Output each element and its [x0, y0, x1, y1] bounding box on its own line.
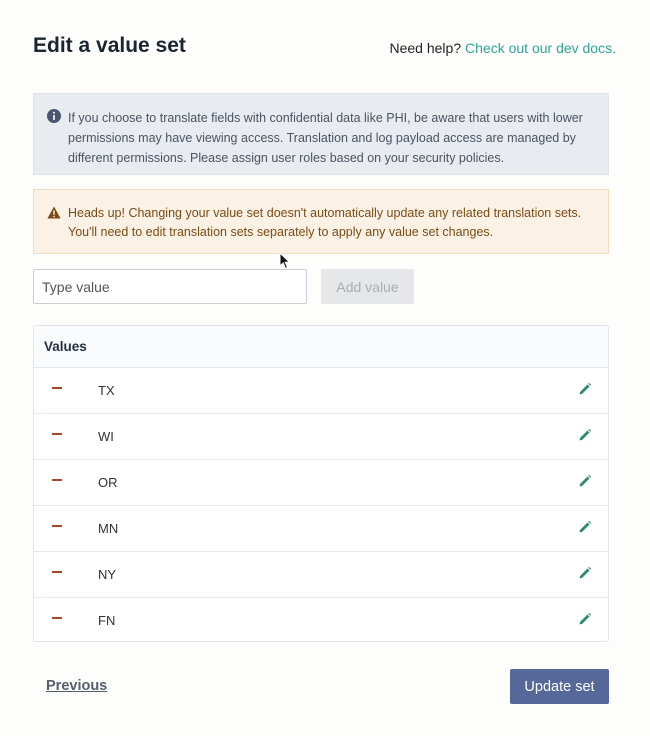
value-row-or — [34, 460, 608, 506]
value-text: FN — [98, 613, 116, 628]
help-text — [390, 40, 617, 56]
value-text: TX — [98, 383, 115, 398]
edit-icon[interactable] — [578, 382, 592, 401]
value-text: OR — [98, 475, 118, 490]
remove-icon[interactable] — [52, 479, 62, 481]
remove-icon[interactable] — [52, 525, 62, 527]
edit-icon[interactable] — [578, 428, 592, 447]
remove-icon[interactable] — [52, 387, 62, 389]
update-set-button[interactable]: Update set — [510, 669, 609, 704]
value-row-tx — [34, 368, 608, 414]
previous-link[interactable]: Previous — [46, 678, 108, 694]
value-text: NY — [98, 567, 117, 582]
value-row-fn — [34, 598, 608, 642]
add-value-button[interactable]: Add value — [321, 269, 414, 304]
dev-docs-link[interactable]: Check out our dev docs. — [465, 40, 616, 56]
remove-icon[interactable] — [52, 571, 62, 573]
value-input[interactable] — [33, 269, 307, 304]
warning-icon — [47, 206, 61, 225]
value-row-wi — [34, 414, 608, 460]
value-row-ny — [34, 552, 608, 598]
edit-icon[interactable] — [578, 612, 592, 631]
info-banner — [33, 93, 609, 175]
help-prefix: Need help? — [389, 40, 462, 56]
remove-icon[interactable] — [52, 433, 62, 435]
page-title: Edit a value set — [33, 34, 186, 57]
info-text: If you choose to translate fields with confidential data like PHI, be aware that users with lower permissions may have viewing access. Translation and log payload access are managed by different permissions. Please assign user roles based on your security policies. — [68, 111, 583, 165]
value-text: MN — [98, 521, 119, 536]
edit-icon[interactable] — [578, 520, 592, 539]
values-list — [33, 325, 609, 642]
remove-icon[interactable] — [52, 617, 62, 619]
warning-banner — [33, 189, 609, 254]
info-icon — [47, 109, 61, 129]
edit-icon[interactable] — [578, 566, 592, 585]
value-row-mn — [34, 506, 608, 552]
value-text: WI — [98, 429, 114, 444]
edit-icon[interactable] — [578, 474, 592, 493]
values-header: Values — [34, 326, 608, 368]
mouse-cursor-icon — [279, 252, 291, 275]
warning-text: Heads up! Changing your value set doesn't automatically update any related translation sets. You'll need to edit translation sets separately to apply any value set changes. — [68, 206, 582, 239]
